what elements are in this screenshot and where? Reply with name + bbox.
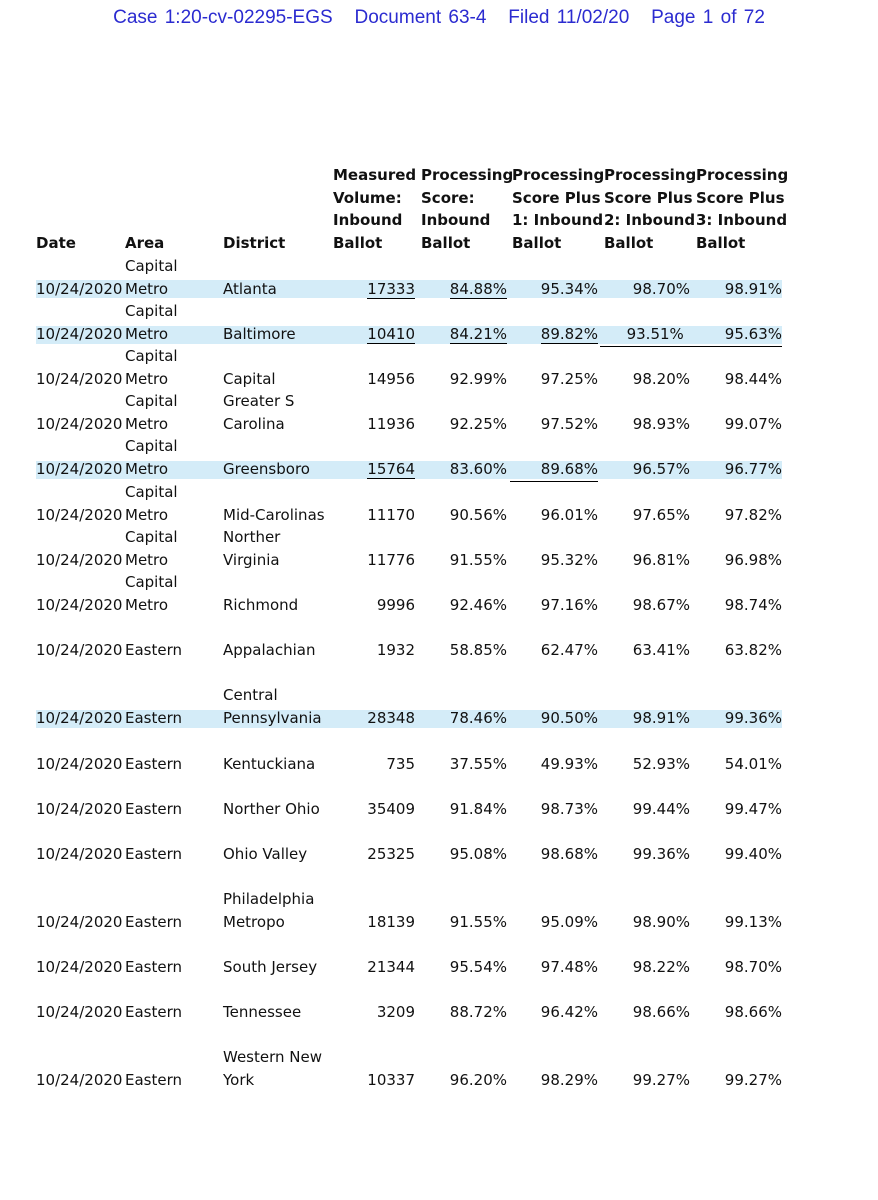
- cell-score: 96.20%: [449, 1071, 507, 1089]
- cell-plus3: 98.91%: [724, 280, 782, 298]
- col-header-area: Area: [125, 234, 165, 252]
- cell-plus1: 97.25%: [540, 370, 598, 388]
- cell-plus2: 99.36%: [632, 845, 690, 863]
- cell-date: 10/24/2020: [36, 325, 123, 343]
- cell-plus2: 98.70%: [632, 280, 690, 298]
- cell-district: Philadelphia Metropo: [223, 890, 315, 931]
- col-header-plus1: Processing Score Plus 1: Inbound Ballot: [512, 166, 605, 252]
- cell-plus1-value: 89.82%: [540, 325, 598, 343]
- cell-plus1: 90.50%: [540, 709, 598, 727]
- cell-plus3: 98.74%: [724, 596, 782, 614]
- cell-area: Eastern: [125, 1003, 183, 1021]
- cell-plus2: 98.20%: [632, 370, 690, 388]
- cell-score: [418, 323, 507, 346]
- cell-volume: [328, 458, 415, 481]
- cell-district: Atlanta: [223, 280, 277, 298]
- cell-plus2: 98.93%: [632, 415, 690, 433]
- cell-plus3: 95.63%: [724, 325, 782, 343]
- cell-plus2: 98.66%: [632, 1003, 690, 1021]
- cell-volume: 11776: [367, 551, 415, 569]
- cell-date: 10/24/2020: [36, 1071, 123, 1089]
- cell-plus1: 62.47%: [540, 641, 598, 659]
- cell-plus3: 99.07%: [724, 415, 782, 433]
- cell-plus1: 95.34%: [540, 280, 598, 298]
- cell-date: 10/24/2020: [36, 755, 123, 773]
- col-header-score: Processing Score: Inbound Ballot: [421, 166, 514, 252]
- cell-volume-value: 15764: [367, 460, 415, 478]
- cell-volume: 28348: [367, 709, 415, 727]
- cell-area: Capital Metro: [125, 347, 178, 388]
- cell-score: 91.84%: [449, 800, 507, 818]
- cell-plus3: 63.82%: [724, 641, 782, 659]
- cell-district: Baltimore: [223, 325, 296, 343]
- cell-area: Capital Metro: [125, 257, 178, 298]
- cell-date: 10/24/2020: [36, 958, 123, 976]
- cell-plus1: 49.93%: [540, 755, 598, 773]
- cell-district: Richmond: [223, 596, 299, 614]
- cell-score: 37.55%: [449, 755, 507, 773]
- col-header-date: Date: [36, 234, 76, 252]
- cell-area: Capital Metro: [125, 392, 178, 433]
- cell-volume: 14956: [367, 370, 415, 388]
- cell-plus2: 93.51%: [626, 325, 684, 343]
- cell-plus2: 63.41%: [632, 641, 690, 659]
- cell-area: Eastern: [125, 641, 183, 659]
- cell-score: 78.46%: [449, 709, 507, 727]
- cell-score: 58.85%: [449, 641, 507, 659]
- cell-area: Eastern: [125, 845, 183, 863]
- cell-district: Norther Virginia: [223, 528, 281, 569]
- cell-plus1-value: 89.68%: [510, 458, 598, 482]
- cell-date: 10/24/2020: [36, 913, 123, 931]
- cell-district: South Jersey: [223, 958, 318, 976]
- cell-date: 10/24/2020: [36, 415, 123, 433]
- cell-plus3: 99.13%: [724, 913, 782, 931]
- cell-plus3: 98.66%: [724, 1003, 782, 1021]
- cell-area: Capital Metro: [125, 483, 178, 524]
- cell-score: 92.99%: [449, 370, 507, 388]
- cell-date: 10/24/2020: [36, 596, 123, 614]
- case-number: Case 1:20-cv-02295-EGS: [113, 7, 333, 28]
- cell-plus3: 99.47%: [724, 800, 782, 818]
- cell-plus3: 97.82%: [724, 506, 782, 524]
- cell-district: Appalachian: [223, 641, 316, 659]
- cell-plus2: 97.65%: [632, 506, 690, 524]
- cell-score: 95.08%: [449, 845, 507, 863]
- cell-district: Ohio Valley: [223, 845, 308, 863]
- filed-date: Filed 11/02/20: [508, 7, 630, 28]
- cell-plus2: 98.67%: [632, 596, 690, 614]
- cell-plus1: 98.68%: [540, 845, 598, 863]
- cell-plus1-underlined: [416, 458, 598, 482]
- cell-area: Eastern: [125, 1071, 183, 1089]
- cell-district: Mid-Carolinas: [223, 506, 325, 524]
- cell-date: 10/24/2020: [36, 460, 123, 478]
- cell-area: Eastern: [125, 958, 183, 976]
- cell-score: 92.46%: [449, 596, 507, 614]
- cell-date: 10/24/2020: [36, 845, 123, 863]
- cell-score: 88.72%: [449, 1003, 507, 1021]
- cell-area: Capital Metro: [125, 573, 178, 614]
- cell-volume: 35409: [367, 800, 415, 818]
- col-header-plus2: Processing Score Plus 2: Inbound Ballot: [604, 166, 697, 252]
- cell-date: 10/24/2020: [36, 280, 123, 298]
- cell-plus1: 95.09%: [540, 913, 598, 931]
- col-header-plus3: Processing Score Plus 3: Inbound Ballot: [696, 166, 789, 252]
- cell-plus2: 96.57%: [632, 460, 690, 478]
- cell-volume: 18139: [367, 913, 415, 931]
- cell-district: Capital: [223, 370, 276, 388]
- cell-plus3: 99.40%: [724, 845, 782, 863]
- cell-volume: 11936: [367, 415, 415, 433]
- document-number: Document 63-4: [354, 7, 487, 28]
- cell-plus2: 99.44%: [632, 800, 690, 818]
- cell-plus3: 96.77%: [724, 460, 782, 478]
- cell-score: 92.25%: [449, 415, 507, 433]
- cell-plus1: 97.48%: [540, 958, 598, 976]
- cell-district: Tennessee: [223, 1003, 302, 1021]
- cell-score: 83.60%: [449, 460, 507, 478]
- cell-district: Kentuckiana: [223, 755, 316, 773]
- cell-volume: [328, 323, 415, 346]
- cell-volume-value: 17333: [367, 280, 415, 298]
- cell-volume: 3209: [376, 1003, 415, 1021]
- cell-plus2: 52.93%: [632, 755, 690, 773]
- cell-area: Eastern: [125, 913, 183, 931]
- cell-plus1: 98.73%: [540, 800, 598, 818]
- cell-date: 10/24/2020: [36, 709, 123, 727]
- cell-score-value: 84.88%: [449, 280, 507, 298]
- cell-plus2: 96.81%: [632, 551, 690, 569]
- cell-district: Norther Ohio: [223, 800, 320, 818]
- cell-score: 95.54%: [449, 958, 507, 976]
- cell-volume: 735: [386, 755, 415, 773]
- cell-plus1: 96.42%: [540, 1003, 598, 1021]
- cell-plus3: 99.36%: [724, 709, 782, 727]
- cell-volume: 11170: [367, 506, 415, 524]
- cell-date: 10/24/2020: [36, 551, 123, 569]
- cell-plus1: 98.29%: [540, 1071, 598, 1089]
- cell-date: 10/24/2020: [36, 800, 123, 818]
- cell-score: 91.55%: [449, 913, 507, 931]
- cell-plus3: 98.70%: [724, 958, 782, 976]
- cell-volume: 25325: [367, 845, 415, 863]
- cell-plus2: 98.91%: [632, 709, 690, 727]
- cell-area: Capital Metro: [125, 302, 178, 343]
- col-header-district: District: [223, 234, 286, 252]
- cell-score: [418, 278, 507, 301]
- cell-plus3: 96.98%: [724, 551, 782, 569]
- cell-score: 90.56%: [449, 506, 507, 524]
- cell-plus1: [510, 323, 598, 346]
- cell-plus2: 99.27%: [632, 1071, 690, 1089]
- col-header-volume: Measured Volume: Inbound Ballot: [333, 166, 417, 252]
- cell-plus3: 99.27%: [724, 1071, 782, 1089]
- page-number: Page 1 of 72: [651, 7, 765, 28]
- cell-plus3: 98.44%: [724, 370, 782, 388]
- cell-plus3: 54.01%: [724, 755, 782, 773]
- cell-score: 91.55%: [449, 551, 507, 569]
- cell-volume: 21344: [367, 958, 415, 976]
- cell-plus1: 96.01%: [540, 506, 598, 524]
- cell-plus1: 97.52%: [540, 415, 598, 433]
- cell-volume: 10337: [367, 1071, 415, 1089]
- cell-area: Eastern: [125, 755, 183, 773]
- cell-plus1: 95.32%: [540, 551, 598, 569]
- cell-area: Eastern: [125, 800, 183, 818]
- cell-date: 10/24/2020: [36, 370, 123, 388]
- cell-area: Capital Metro: [125, 528, 178, 569]
- cell-plus2-plus3-group: [600, 323, 782, 347]
- cell-area: Capital Metro: [125, 437, 178, 478]
- cell-volume: 9996: [376, 596, 415, 614]
- cell-district: Western New York: [223, 1048, 323, 1089]
- cell-plus2: 98.90%: [632, 913, 690, 931]
- cell-date: 10/24/2020: [36, 506, 123, 524]
- cell-plus2: 98.22%: [632, 958, 690, 976]
- cell-date: 10/24/2020: [36, 641, 123, 659]
- cell-volume-value: 10410: [367, 325, 415, 343]
- cell-district: Central Pennsylvania: [223, 686, 322, 727]
- cell-volume: 1932: [376, 641, 415, 659]
- cell-plus2-plus3-underlined: [600, 323, 782, 347]
- cell-date: 10/24/2020: [36, 1003, 123, 1021]
- cell-volume: [328, 278, 415, 301]
- cell-district: Greater S Carolina: [223, 392, 295, 433]
- cell-district: Greensboro: [223, 460, 310, 478]
- cell-area: Eastern: [125, 709, 183, 727]
- cell-plus1: 97.16%: [540, 596, 598, 614]
- cell-score-value: 84.21%: [449, 325, 507, 343]
